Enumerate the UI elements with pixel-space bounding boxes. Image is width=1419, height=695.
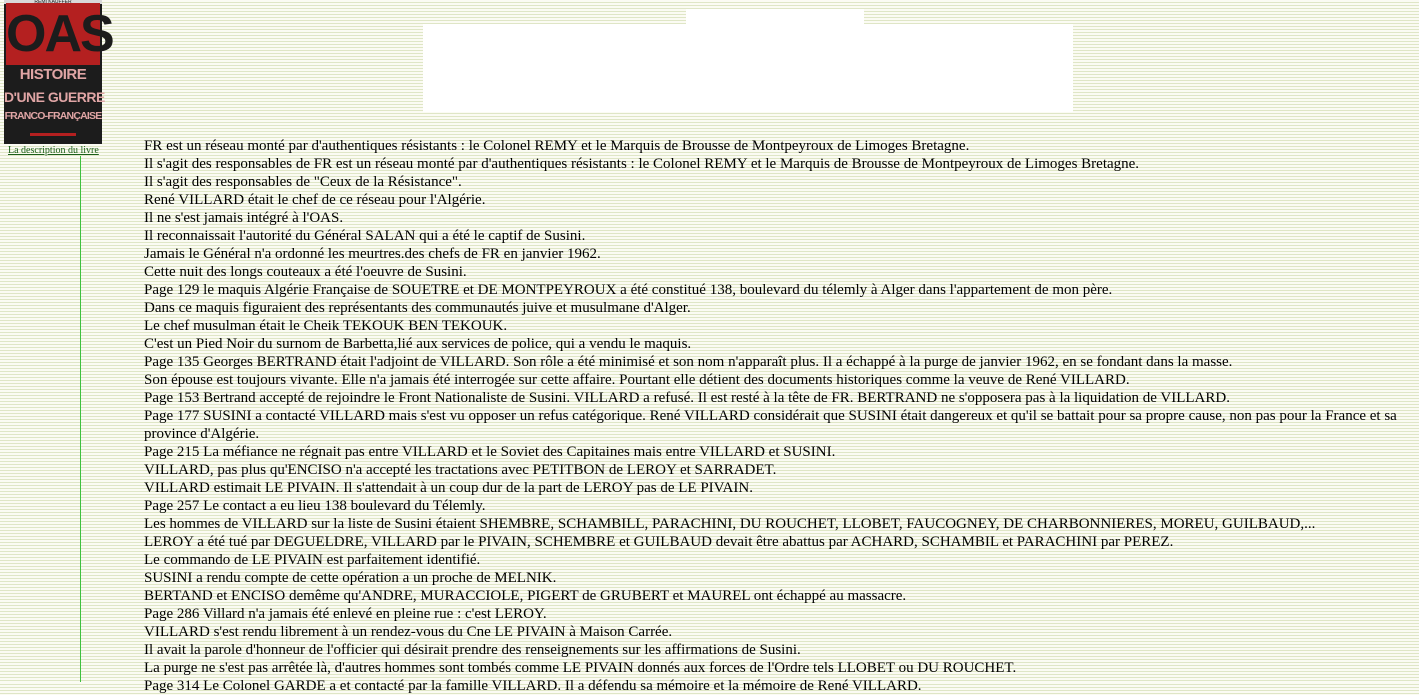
- text-line: Page 215 La méfiance ne régnait pas entre VILLARD et le Soviet des Capitaines mais entre VILLARD et SUSINI.: [144, 444, 836, 460]
- text-line: VILLARD, pas plus qu'ENCISO n'a accepté les tractations avec PETITBON de LEROY et SARRADET.: [144, 462, 777, 478]
- sidebar-divider: [80, 156, 81, 682]
- book-cover-image[interactable]: [4, 0, 113, 144]
- book-description-link[interactable]: La description du livre: [8, 145, 99, 156]
- text-line: FR est un réseau monté par d'authentiques résistants : le Colonel REMY et le Marquis de Brousse de Montpeyroux de Limoges Bretagne.: [144, 138, 970, 154]
- text-line: Le chef musulman était le Cheik TEKOUK BEN TEKOUK.: [144, 318, 508, 334]
- text-line: La purge ne s'est pas arrêtée là, d'autres hommes sont tombés comme LE PIVAIN donnés aux forces de l'Ordre tels LLOBET ou DU ROUCHET.: [144, 660, 1017, 676]
- text-line: Page 135 Georges BERTRAND était l'adjoint de VILLARD. Son rôle a été minimisé et son nom n'apparaît plus. Il a échappé à la purge de janvier 1962, en se fondant dans la masse.: [144, 354, 1233, 370]
- cover-subtitle-line: D'UNE GUERRE: [4, 89, 105, 105]
- text-line: René VILLARD était le chef de ce réseau pour l'Algérie.: [144, 192, 486, 208]
- top-banner: [423, 24, 1073, 112]
- text-line: Son épouse est toujours vivante. Elle n'a jamais été interrogée sur cette affaire. Pourtant elle détient des documents historiques comme la veuve de René VILLARD.: [144, 372, 1130, 388]
- text-line: Page 129 le maquis Algérie Française de SOUETRE et DE MONTPEYROUX a été constitué 138, boulevard du télemly à Alger dans l'appartement de mon père.: [144, 282, 1113, 298]
- article-body: [144, 137, 1414, 695]
- text-line: Les hommes de VILLARD sur la liste de Susini étaient SHEMBRE, SCHAMBILL, PARACHINI, DU ROUCHET, LLOBET, FAUCOGNEY, DE CHARBONNIERES, MOREU, GUILBAUD,...: [144, 516, 1316, 532]
- text-line: Dans ce maquis figuraient des représentants des communautés juive et musulmane d'Alger.: [144, 300, 691, 316]
- cover-subtitle-line: HISTOIRE: [19, 66, 87, 83]
- text-line: VILLARD s'est rendu librement à un rendez-vous du Cne LE PIVAIN à Maison Carrée.: [144, 624, 673, 640]
- text-line: Il ne s'est jamais intégré à l'OAS.: [144, 210, 344, 226]
- text-line: Page 314 Le Colonel GARDE a et contacté par la famille VILLARD. Il a défendu sa mémoire et la mémoire de René VILLARD.: [144, 678, 922, 694]
- cover-subtitle-line: FRANCO-FRANÇAISE: [4, 110, 102, 122]
- text-line: BERTAND et ENCISO demême qu'ANDRE, MURACCIOLE, PIGERT de GRUBERT et MAUREL ont échappé au massacre.: [144, 588, 907, 604]
- text-line: Page 153 Bertrand accepté de rejoindre le Front Nationaliste de Susini. VILLARD a refusé. Il est resté à la tête de FR. BERTRAND ne s'opposera pas à la liquidation de VILLARD.: [144, 390, 1230, 406]
- text-line: Il reconnaissait l'autorité du Général SALAN qui a été le captif de Susini.: [144, 228, 586, 244]
- banner-tab: [686, 9, 864, 25]
- text-line: LEROY a été tué par DEGUELDRE, VILLARD par le PIVAIN, SCHEMBRE et GUILBAUD devait être abattus par ACHARD, SCHAMBIL et PARACHINI par PEREZ.: [144, 534, 1174, 550]
- text-line: C'est un Pied Noir du surnom de Barbetta,lié aux services de police, qui a vendu le maquis.: [144, 336, 692, 352]
- text-line: Il s'agit des responsables de "Ceux de la Résistance".: [144, 174, 462, 190]
- text-line: Il s'agit des responsables de FR est un réseau monté par d'authentiques résistants : le Colonel REMY et le Marquis de Brousse de Montpeyroux de Limoges Bretagne.: [144, 156, 1140, 172]
- text-line: Le commando de LE PIVAIN est parfaitement identifié.: [144, 552, 481, 568]
- text-line: Il avait la parole d'honneur de l'officier qui désirait prendre des renseignements sur les affirmations de Susini.: [144, 642, 801, 658]
- text-line: Page 286 Villard n'a jamais été enlevé en pleine rue : c'est LEROY.: [144, 606, 547, 622]
- text-line: Page 177 SUSINI a contacté VILLARD mais s'est vu opposer un refus catégorique. René VILLARD considérait que SUSINI était dangereux et qu'il se battait pour sa propre cause, non pas pour la France et sa province d'Algérie.: [144, 408, 1397, 442]
- text-line: Page 257 Le contact a eu lieu 138 boulevard du Télemly.: [144, 498, 486, 514]
- text-line: VILLARD estimait LE PIVAIN. Il s'attendait à un coup dur de la part de LEROY pas de LE PIVAIN.: [144, 480, 753, 496]
- cover-title: OAS: [6, 5, 113, 63]
- text-line: Cette nuit des longs couteaux a été l'oeuvre de Susini.: [144, 264, 467, 280]
- text-line: SUSINI a rendu compte de cette opération a un proche de MELNIK.: [144, 570, 557, 586]
- text-line: Jamais le Général n'a ordonné les meurtres.des chefs de FR en janvier 1962.: [144, 246, 601, 262]
- cover-publisher-mark: [30, 133, 76, 136]
